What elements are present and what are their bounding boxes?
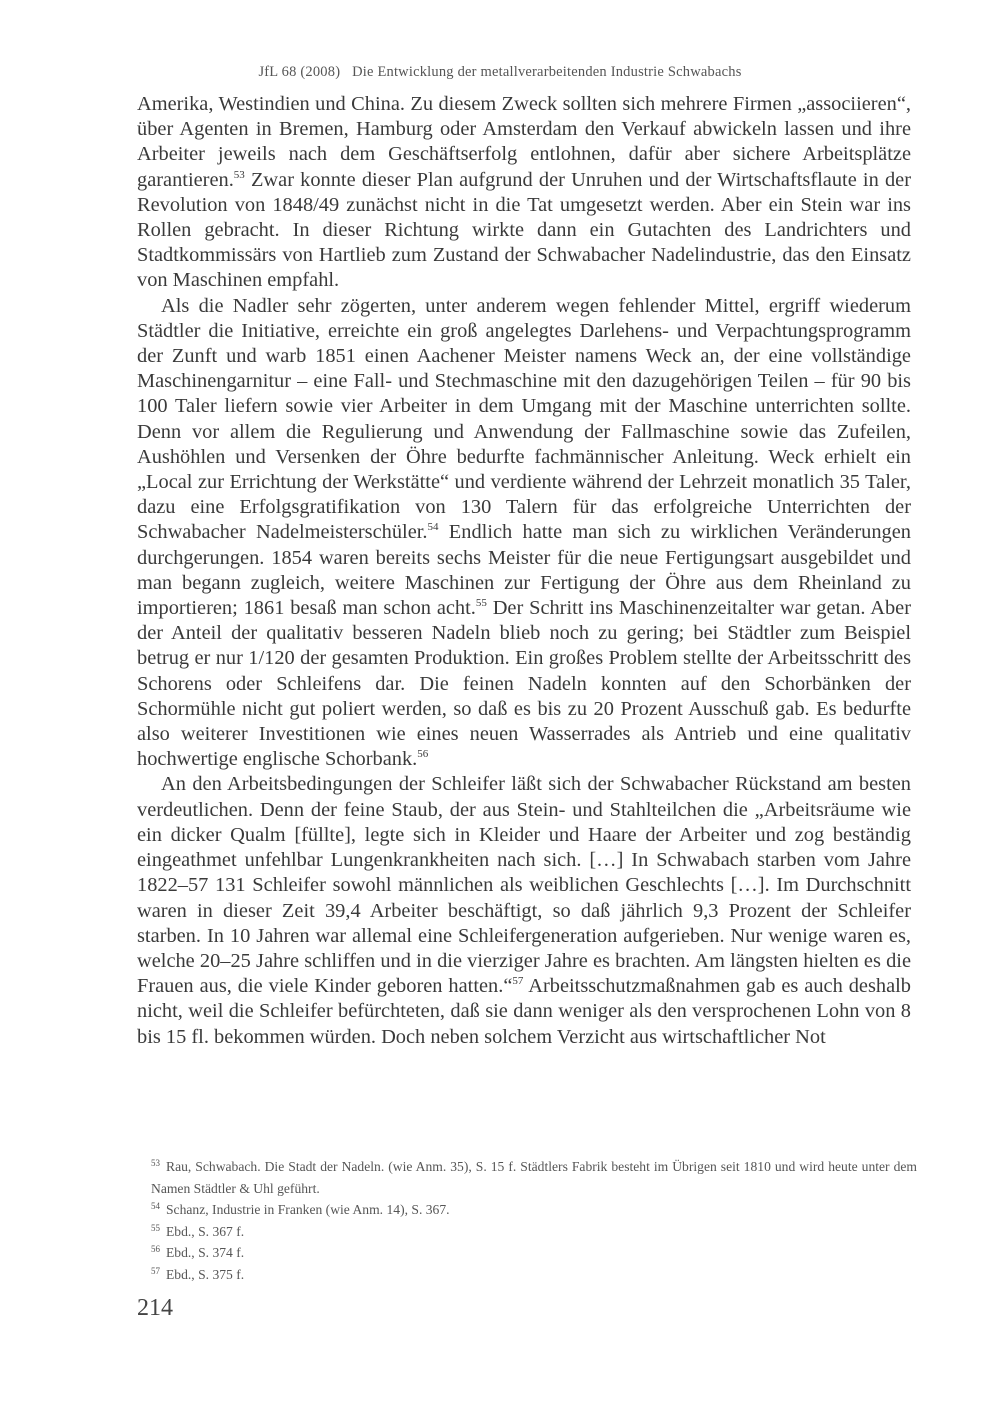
paragraph-2 bbox=[137, 294, 911, 773]
paragraph-1 bbox=[137, 92, 911, 294]
footnote-ref-57[interactable]: 57 bbox=[512, 975, 524, 988]
footnote-56 bbox=[137, 1242, 917, 1264]
footnote-text: Ebd., S. 367 f. bbox=[166, 1223, 245, 1239]
footnote-text: Rau, Schwabach. Die Stadt der Nadeln. (wie Anm. 35), S. 15 f. Städtlers Fabrik besteht im Übrigen seit 1810 und wird heute unter dem Namen Städtler & Uhl geführt. bbox=[151, 1159, 917, 1196]
footnote-number: 54 bbox=[151, 1201, 160, 1211]
paragraph-3 bbox=[137, 772, 911, 1049]
footnote-number: 56 bbox=[151, 1244, 160, 1254]
footnote-number: 53 bbox=[151, 1158, 160, 1168]
journal-citation: JfL 68 (2008) bbox=[258, 64, 341, 80]
page-number: 214 bbox=[137, 1295, 173, 1321]
running-head bbox=[0, 64, 1000, 81]
text-segment: Der Schritt ins Maschinenzeitalter war getan. Aber der Anteil der qualitativ besseren Nadeln blieb noch zu gering; bei Städtler zum Beispiel betrug er nur 1/120 der gesamten Produktion. Ein großes Problem stellte der Arbeitsschritt des Schorens oder Schleifens dar. Die feinen Nadeln konnten auf den Schorbänken der Schormühle nicht gut poliert werden, so daß es bis zu 20 Prozent Ausschuß gab. Es bedurfte also weiterer Investitionen wie eines neuen Wasserrades als Antrieb und eine qualitativ hochwertige englische Schorbank. bbox=[137, 597, 911, 771]
footnote-53 bbox=[137, 1156, 917, 1199]
text-segment: Endlich hatte man sich zu wirklichen Veränderungen durchgerungen. 1854 waren bereits sechs Meister für die neue Fertigungsart ausgebildet und man begann zugleich, weitere Maschinen zur Fertigung der Öhre aus dem Rheinland zu importieren; 1861 besaß man schon acht. bbox=[137, 521, 911, 620]
footnote-text: Ebd., S. 375 f. bbox=[166, 1266, 245, 1282]
footnote-number: 55 bbox=[151, 1222, 160, 1233]
footnote-57 bbox=[137, 1264, 917, 1286]
text-segment: Amerika, Westindien und China. Zu diesem Zweck sollten sich mehrere Firmen „associieren“, über Agenten in Bremen, Hamburg oder Amsterdam den Verkauf abwickeln lassen und ihre Arbeiter jeweils nach dem Geschäftserfolg entlohnen, dafür aber sichere Arbeitsplätze garantieren. bbox=[137, 93, 911, 191]
footnote-ref-54[interactable]: 54 bbox=[427, 521, 439, 534]
text-segment: An den Arbeitsbedingungen der Schleifer läßt sich der Schwabacher Rückstand am besten verdeutlichen. Denn der feine Staub, der aus Stein- und Stahlteilchen die „Arbeitsräume wie ein dicker Qualm [füllte], legte sich in Kleider und Haare der Arbeiter und zog beständig eingeathmet unfehlbar Lungenkrankheiten nach sich. […] In Schwabach starben vom Jahre 1822–57 131 Schleifer sowohl männlichen als weiblichen Geschlechts […]. Im Durchschnitt waren in dieser Zeit 39,4 Arbeiter beschäftigt, so daß jährlich 9,3 Prozent der Schleifer starben. In 10 Jahren war allemal eine Schleifergeneration aufgerieben. Nur wenige waren es, welche 20–25 Jahre schliffen und in die vierziger Jahre es brachten. Am längsten hielten es die Frauen aus, die viele Kinder geboren hatten.“ bbox=[137, 773, 911, 998]
footnote-text: Schanz, Industrie in Franken (wie Anm. 14), S. 367. bbox=[166, 1202, 450, 1217]
body-text bbox=[137, 92, 911, 1050]
footnote-number: 57 bbox=[151, 1265, 160, 1276]
text-segment: Arbeitsschutzmaßnahmen gab es auch deshalb nicht, weil die Schleifer befürchteten, daß sie dann weniger als den versprochenen Lohn von 8 bis 15 fl. bekommen würden. Doch neben solchem Verzicht aus wirtschaftlicher Not bbox=[137, 975, 911, 1048]
footnote-54 bbox=[137, 1199, 917, 1221]
text-segment: Zwar konnte dieser Plan aufgrund der Unruhen und der Wirtschaftsflaute in der Revolution von 1848/49 zunächst nicht in die Tat umgesetzt werden. Aber ein Stein war ins Rollen gebracht. In dieser Richtung wirkte dann ein Gutachten des Landrichters und Stadtkommissärs von Hartlieb zum Zustand der Schwabacher Nadelindustrie, das den Einsatz von Maschinen empfahl. bbox=[137, 168, 911, 292]
running-title: Die Entwicklung der metallverarbeitenden Industrie Schwabachs bbox=[352, 64, 742, 80]
text-segment: Als die Nadler sehr zögerten, unter anderem wegen fehlender Mittel, ergriff wiederum Städtler die Initiative, erreichte ein groß angelegtes Darlehens- und Verpachtungsprogramm der Zunft und warb 1851 einen Aachener Meister namens Weck an, der eine vollständige Maschinengarnitur – eine Fall- und Stechmaschine mit den dazugehörigen Teilen – für 90 bis 100 Taler liefern sowie vier Arbeiter in dem Umgang mit der Maschine unterrichten sollte. Denn vor allem die Regulierung und Anwendung der Fallmaschine sowie das Zufeilen, Aushöhlen und Versenken der Öhre bedurfte fachmännischer Anleitung. Weck erhielt ein „Local zur Errichtung der Werkstätte“ und verdiente während der Lehrzeit monatlich 35 Taler, dazu eine Erfolgsgratifikation von 130 Talern für das erfolgreiche Unterrichten der Schwabacher Nadelmeisterschüler. bbox=[137, 294, 911, 544]
footnote-ref-55[interactable]: 55 bbox=[475, 597, 487, 610]
footnote-ref-56[interactable]: 56 bbox=[417, 748, 429, 761]
footnote-text: Ebd., S. 374 f. bbox=[166, 1245, 245, 1260]
footnote-ref-53[interactable]: 53 bbox=[233, 168, 245, 181]
footnote-55 bbox=[137, 1221, 917, 1243]
footnotes bbox=[137, 1156, 917, 1285]
